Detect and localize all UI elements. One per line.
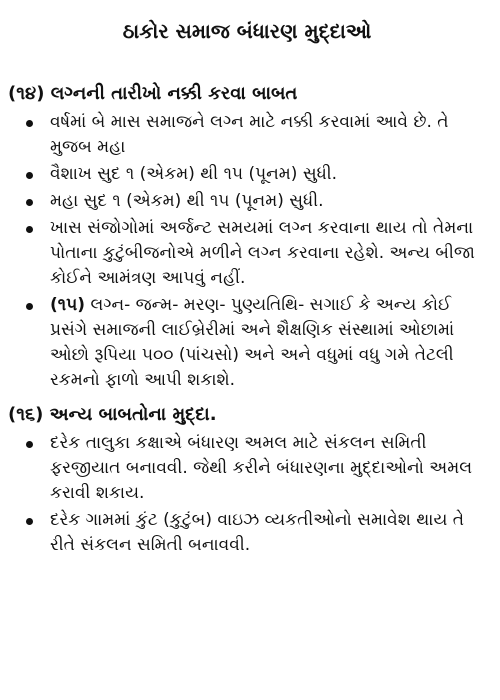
bullet-icon: [26, 120, 33, 127]
bullet-icon: [26, 199, 33, 206]
list-item: [8, 189, 486, 214]
item-number: (૧૫): [50, 295, 86, 315]
section-16: [8, 403, 486, 558]
list-item-text: વર્ષમાં બે માસ સમાજને લગ્ન માટે નક્કી કરવામાં આવે છે. તે મુજબ મહા: [50, 112, 449, 157]
list-item: [8, 216, 486, 291]
bullet-icon: [26, 303, 33, 310]
section-heading: (૧૪) લગ્નની તારીખો નક્કી કરવા બાબત: [8, 83, 298, 104]
list-item-numbered: [8, 293, 486, 393]
list-item-text: દરેક તાલુકા કક્ષાએ બંધારણ અમલ માટે સંકલન સમિતી ફરજીયાત બનાવવી. જેથી કરીને બંધારણના મુદ્દાઓનો અમલ કરાવી શકાય.: [50, 433, 473, 503]
list-item-text: મહા સુદ ૧ (એકમ) થી ૧૫ (પૂનમ) સુધી.: [50, 191, 324, 211]
list-item: [8, 162, 486, 187]
list-item: [8, 110, 486, 160]
section-heading: (૧૬) અન્ય બાબતોના મુદ્દા.: [8, 404, 217, 425]
list-item-text: દરેક ગામમાં કુંટ (કુટુંબ) વાઇઝ વ્યકતીઓનો સમાવેશ થાય તે રીતે સંકલન સમિતી બનાવવી.: [50, 510, 465, 555]
bullet-icon: [26, 226, 33, 233]
document-title: ઠાકોર સમાજ બંધારણ મુદ્દાઓ: [122, 19, 372, 43]
list-item: [8, 508, 486, 558]
list-item-text: લગ્ન- જન્મ- મરણ- પુણ્યતિથિ- સગાઈ કે અન્ય કોઈ પ્રસંગે સમાજની લાઈબ્રેરીમાં અને શૈક્ષણિક સંસ્થામાં ઓછામાં ઓછો રૂપિયા ૫૦૦ (પાંચસો) અને અને વધુમાં વધુ ગમે તેટલી રકમનો ફાળો આપી શકાશે.: [50, 295, 455, 390]
bullet-icon: [26, 172, 33, 179]
list-item: [8, 431, 486, 506]
bullet-icon: [26, 518, 33, 525]
list-item-text: વૈશાખ સુદ ૧ (એકમ) થી ૧૫ (પૂનમ) સુધી.: [50, 164, 338, 184]
list-item-text: ખાસ સંજોગોમાં અર્જન્ટ સમયમાં લગ્ન કરવાના થાય તો તેમના પોતાના કુટુંબીજનોએ મળીને લગ્ન કરવાના રહેશે. અન્ય બીજા કોઈને આમંત્રણ આપવું નહીં.: [50, 218, 475, 288]
section-14: [8, 82, 486, 393]
bullet-list: [8, 110, 486, 393]
bullet-list: [8, 431, 486, 558]
bullet-icon: [26, 441, 33, 448]
